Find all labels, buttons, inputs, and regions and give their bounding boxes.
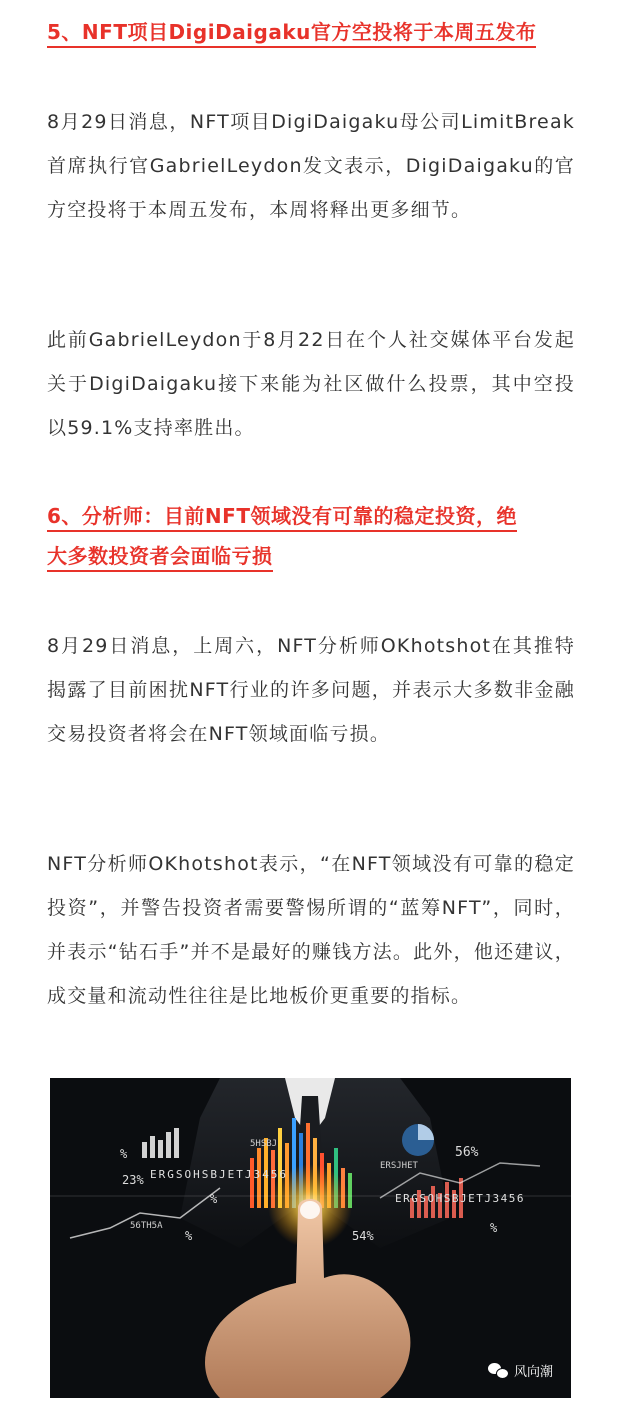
section-6-heading-line-2: 大多数投资者会面临亏损 xyxy=(47,544,273,572)
label-54-percent: 54% xyxy=(352,1229,374,1243)
section-6-paragraph-2: NFT分析师OKhotshot表示，“在NFT领域没有可靠的稳定投资”，并警告投资者需要警惕所谓的“蓝筹NFT”，同时，并表示“钻石手”并不是最好的赚钱方法。此外，他还建议，成交量和流动性往往是比地板价更重要的指标。 xyxy=(47,853,575,1007)
label-56-percent: 56% xyxy=(455,1145,479,1160)
label-percent-3: % xyxy=(185,1229,193,1243)
section-6-paragraph-1: 8月29日消息，上周六，NFT分析师OKhotshot在其推特揭露了目前困扰NFT行业的许多问题，并表示大多数非金融交易投资者将会在NFT领域面临亏损。 xyxy=(47,635,575,745)
wechat-icon xyxy=(488,1363,508,1378)
watermark xyxy=(488,1361,553,1380)
code-text-4: 5HSBJ xyxy=(250,1139,278,1149)
finance-illustration xyxy=(50,1078,571,1398)
code-text-5: ERSJHET xyxy=(380,1161,418,1171)
section-5-heading-text: 5、NFT项目DigiDaigaku官方空投将于本周五发布 xyxy=(47,20,536,48)
watermark-label: 风向潮 xyxy=(513,1365,553,1380)
section-5-paragraph-1: 8月29日消息，NFT项目DigiDaigaku母公司LimitBreak首席执行官GabrielLeydon发文表示，DigiDaigaku的官方空投将于本周五发布，本周将释出更多细节。 xyxy=(47,111,575,221)
section-6-heading xyxy=(47,496,577,576)
code-text-1: ERGSOHSBJETJ3456 xyxy=(150,1168,288,1181)
label-23-percent: 23% xyxy=(122,1173,144,1187)
section-5-heading xyxy=(47,12,577,52)
label-percent-4: % xyxy=(490,1221,498,1235)
fingertip-highlight xyxy=(300,1201,320,1219)
code-text-3: 56TH5A xyxy=(130,1221,163,1231)
illustration-graphic xyxy=(50,1078,571,1398)
code-text-2: ERGSOHSBJETJ3456 xyxy=(395,1192,525,1205)
section-5-paragraph-2: 此前GabrielLeydon于8月22日在个人社交媒体平台发起关于DigiDaigaku接下来能为社区做什么投票，其中空投以59.1%支持率胜出。 xyxy=(47,329,575,439)
section-6-heading-line-1: 6、分析师：目前NFT领域没有可靠的稳定投资，绝 xyxy=(47,504,517,532)
label-percent-2: % xyxy=(210,1192,218,1206)
label-percent-1: % xyxy=(120,1147,128,1161)
